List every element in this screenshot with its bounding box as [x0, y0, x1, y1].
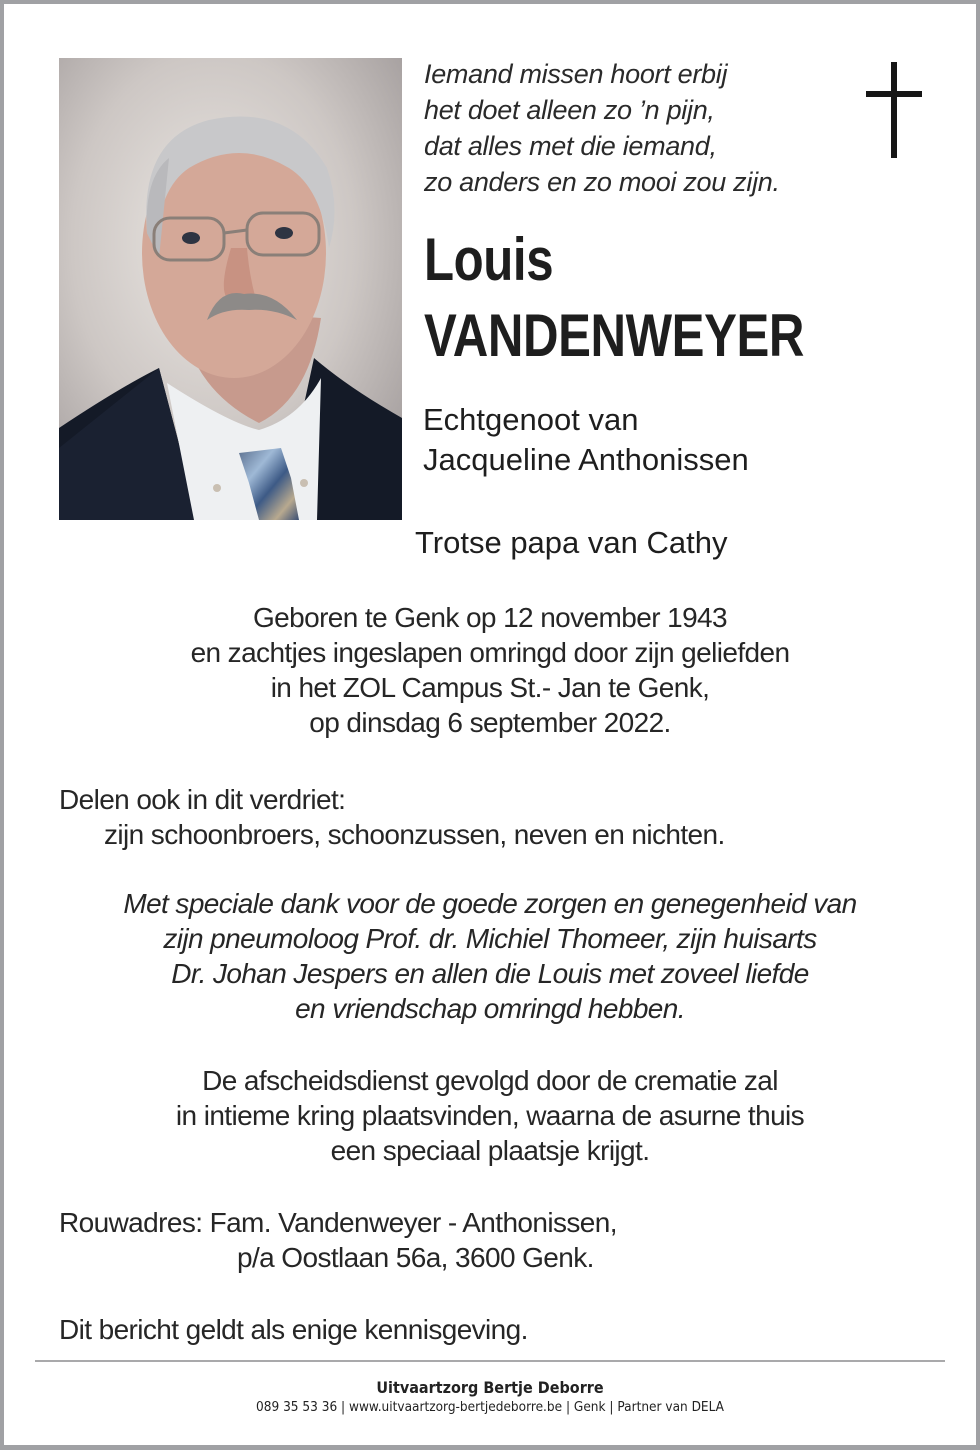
cross-horizontal-bar: [866, 91, 922, 97]
detail-line: op dinsdag 6 september 2022.: [309, 707, 671, 738]
thanks-section: [4, 886, 976, 1026]
portrait-photo: [59, 58, 402, 520]
spouse-line: Jacqueline Anthonissen: [423, 442, 749, 477]
first-name: Louis: [424, 226, 554, 293]
footer-divider: [35, 1360, 945, 1362]
share-grief-section: [59, 782, 725, 852]
birth-death-details: [4, 600, 976, 740]
spouse-info: [423, 400, 749, 480]
detail-line: Geboren te Genk op 12 november 1943: [252, 602, 727, 633]
service-line: een speciaal plaatsje krijgt.: [330, 1135, 650, 1166]
thanks-line: zijn pneumoloog Prof. dr. Michiel Thomeer, zijn huisarts: [163, 923, 817, 954]
deceased-name: [424, 222, 804, 374]
thanks-line: en vriendschap omringd hebben.: [295, 993, 685, 1024]
detail-line: en zachtjes ingeslapen omringd door zijn geliefden: [190, 637, 790, 668]
thanks-line: Met speciale dank voor de goede zorgen en genegenheid van: [123, 888, 857, 919]
obituary-card: [4, 4, 976, 1445]
service-section: [4, 1063, 976, 1168]
funeral-home-name: Uitvaartzorg Bertje Deborre: [376, 1378, 604, 1397]
spouse-line: Echtgenoot van: [423, 402, 639, 437]
share-grief-heading: Delen ook in dit verdriet:: [59, 784, 346, 815]
mourning-address: [59, 1205, 617, 1275]
child-info: Trotse papa van Cathy: [415, 525, 728, 560]
poem-line: dat alles met die iemand,: [424, 131, 717, 161]
funeral-home-footer: [4, 1378, 976, 1416]
portrait-illustration: [59, 58, 402, 520]
last-name: VANDENWEYER: [424, 302, 805, 369]
cross-vertical-bar: [891, 62, 897, 158]
funeral-home-contact: 089 35 53 36 | www.uitvaartzorg-bertjedeborre.be | Genk | Partner van DELA: [256, 1399, 724, 1415]
thanks-line: Dr. Johan Jespers en allen die Louis met zoveel liefde: [171, 958, 809, 989]
share-grief-family: zijn schoonbroers, schoonzussen, neven en nichten.: [104, 819, 725, 850]
service-line: De afscheidsdienst gevolgd door de crematie zal: [202, 1065, 778, 1096]
memorial-poem: [424, 56, 780, 200]
poem-line: het doet alleen zo ’n pijn,: [424, 95, 715, 125]
latin-cross-icon: [866, 62, 922, 160]
poem-line: Iemand missen hoort erbij: [424, 59, 728, 89]
detail-line: in het ZOL Campus St.- Jan te Genk,: [270, 672, 710, 703]
address-line-2: p/a Oostlaan 56a, 3600 Genk.: [237, 1242, 594, 1273]
notice-text: Dit bericht geldt als enige kennisgeving.: [59, 1314, 528, 1345]
address-line-1: Rouwadres: Fam. Vandenweyer - Anthonissen,: [59, 1207, 617, 1238]
service-line: in intieme kring plaatsvinden, waarna de asurne thuis: [175, 1100, 805, 1131]
poem-line: zo anders en zo mooi zou zijn.: [424, 167, 780, 197]
